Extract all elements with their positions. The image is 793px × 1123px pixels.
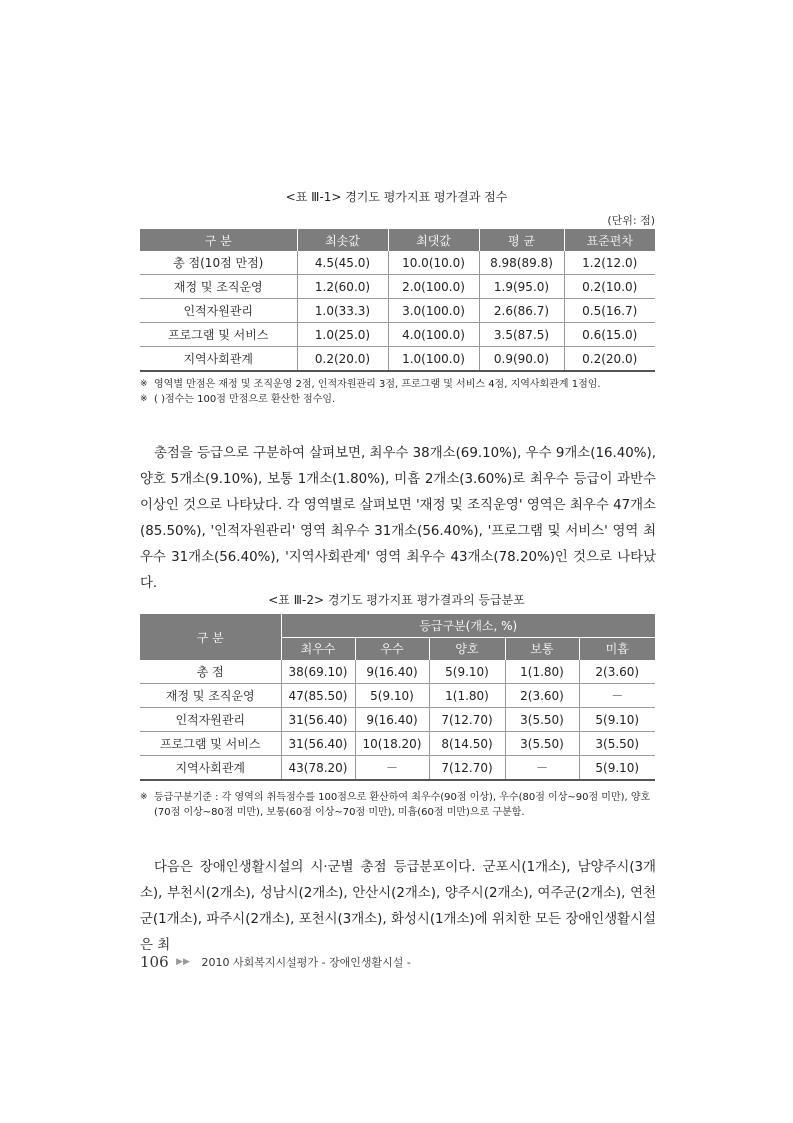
table-row [140, 684, 655, 708]
table-cell: 9(16.40) [355, 708, 429, 732]
table2-header: 양호 [429, 637, 505, 660]
table-cell: 0.2(10.0) [564, 275, 655, 299]
table-cell: 지역사회관계 [140, 756, 281, 781]
table2-row-header: 구 분 [140, 614, 281, 660]
table-cell: 5(9.10) [429, 660, 505, 684]
note-mark-icon: ※ [140, 379, 148, 389]
table-cell: 31(56.40) [281, 708, 355, 732]
table-cell: 10(18.20) [355, 732, 429, 756]
table-cell: 1(1.80) [429, 684, 505, 708]
table1-notes [140, 377, 660, 407]
table-cell: 총 점 [140, 660, 281, 684]
table-row [140, 756, 655, 781]
table-cell: 인적자원관리 [140, 299, 297, 323]
table-cell: 프로그램 및 서비스 [140, 732, 281, 756]
table-cell: 0.2(20.0) [564, 347, 655, 372]
body-paragraph: 다음은 장애인생활시설의 시·군별 총점 등급분포이다. 군포시(1개소), 남양주시(3개소), 부천시(2개소), 성남시(2개소), 안산시(2개소), 양주시(2개소), 여주군(2개소), 연천군(1개소), 파주시(2개소), 포천시(3개소), 화성시(1개소)에 위치한 모든 장애인생활시설은 최 [140, 860, 656, 953]
table-cell: 5(9.10) [579, 708, 655, 732]
note-mark-icon: ※ [140, 394, 148, 404]
table1-header: 표준편차 [564, 229, 655, 251]
table-cell: 43(78.20) [281, 756, 355, 781]
table2 [140, 614, 655, 781]
table-cell: 7(12.70) [429, 756, 505, 781]
table-cell: 5(9.10) [579, 756, 655, 781]
table-cell: 38(69.10) [281, 660, 355, 684]
table-cell: 재정 및 조직운영 [140, 684, 281, 708]
table-cell: 3.5(87.5) [479, 323, 564, 347]
table-cell: 3(5.50) [579, 732, 655, 756]
table-cell: 31(56.40) [281, 732, 355, 756]
table1 [140, 229, 655, 372]
table-cell: 3(5.50) [505, 732, 579, 756]
table2-note-text: 등급구분기준 : 각 영역의 취득점수를 100점으로 환산하여 최우수(90점 이상), 우수(80점 이상~90점 미만), 양호(70점 이상~80점 미만), 보통(60점 이상~70점 미만), 미흡(60점 미만)으로 구분함. [154, 792, 651, 818]
table-cell: 지역사회관계 [140, 347, 297, 372]
table1-header-row [140, 229, 655, 251]
table-row [140, 708, 655, 732]
table-cell: 재정 및 조직운영 [140, 275, 297, 299]
table2-caption: <표 Ⅲ-2> 경기도 평가지표 평가결과의 등급분포 [268, 593, 525, 607]
table2-group-header: 등급구분(개소, %) [281, 614, 655, 637]
running-title: 2010 사회복지시설평가 - 장애인생활시설 - [201, 956, 411, 969]
table-cell: 0.6(15.0) [564, 323, 655, 347]
page-footer [140, 953, 411, 971]
table-cell: － [579, 684, 655, 708]
table-cell: 3(5.50) [505, 708, 579, 732]
body-paragraph: 총점을 등급으로 구분하여 살펴보면, 최우수 38개소(69.10%), 우수 9개소(16.40%), 양호 5개소(9.10%), 보통 1개소(1.80%), 미흡 2개소(3.60%)로 최우수 등급이 과반수 이상인 것으로 나타났다. 각 영역별로 살펴보면 '재정 및 조직운영' 영역은 최우수 47개소(85.50%), '인적자원관리' 영역 최우수 31개소(56.40%), '프로그램 및 서비스' 영역 최우수 31개소(56.40%), '지역사회관계' 영역 최우수 43개소(78.20%)인 것으로 나타났다. [140, 446, 656, 591]
table-row [140, 251, 655, 275]
table-cell: 8(14.50) [429, 732, 505, 756]
table-row [140, 323, 655, 347]
table-cell: 1.0(25.0) [297, 323, 388, 347]
table1-header: 최댓값 [388, 229, 479, 251]
table-cell: 2.6(86.7) [479, 299, 564, 323]
table2-notes [140, 790, 660, 820]
table2-header: 보통 [505, 637, 579, 660]
table-row [140, 660, 655, 684]
table1-unit: (단위: 점) [607, 214, 655, 227]
table-cell: 8.98(89.8) [479, 251, 564, 275]
table2-header-row [140, 614, 655, 637]
table2-header: 우수 [355, 637, 429, 660]
table-cell: 1.0(100.0) [388, 347, 479, 372]
table-cell: 47(85.50) [281, 684, 355, 708]
table2-note [140, 790, 660, 820]
table-cell: 10.0(10.0) [388, 251, 479, 275]
table-cell: 2(3.60) [505, 684, 579, 708]
table1-note-text: ( )점수는 100점 만점으로 환산한 점수임. [154, 394, 336, 405]
table-cell: 1.9(95.0) [479, 275, 564, 299]
table-cell: － [505, 756, 579, 781]
table-cell: 3.0(100.0) [388, 299, 479, 323]
table-cell: 1.2(12.0) [564, 251, 655, 275]
table-cell: 7(12.70) [429, 708, 505, 732]
table-cell: － [355, 756, 429, 781]
table-cell: 총 점(10점 만점) [140, 251, 297, 275]
double-arrow-icon: ▶▶ [176, 957, 190, 967]
table1-header: 구 분 [140, 229, 297, 251]
table-cell: 인적자원관리 [140, 708, 281, 732]
table-cell: 5(9.10) [355, 684, 429, 708]
table-cell: 1.2(60.0) [297, 275, 388, 299]
table-cell: 0.9(90.0) [479, 347, 564, 372]
table-cell: 4.0(100.0) [388, 323, 479, 347]
table2-header: 최우수 [281, 637, 355, 660]
table1-header: 최솟값 [297, 229, 388, 251]
table2-header: 미흡 [579, 637, 655, 660]
table-row [140, 299, 655, 323]
table-cell: 1.0(33.3) [297, 299, 388, 323]
table-row [140, 347, 655, 372]
table-cell: 1(1.80) [505, 660, 579, 684]
table1-note [140, 377, 660, 392]
table-cell: 9(16.40) [355, 660, 429, 684]
table-cell: 2.0(100.0) [388, 275, 479, 299]
table-cell: 2(3.60) [579, 660, 655, 684]
table1-note [140, 392, 660, 407]
note-mark-icon: ※ [140, 792, 148, 802]
table-cell: 0.2(20.0) [297, 347, 388, 372]
table-cell: 프로그램 및 서비스 [140, 323, 297, 347]
table-cell: 0.5(16.7) [564, 299, 655, 323]
table-row [140, 732, 655, 756]
table-cell: 4.5(45.0) [297, 251, 388, 275]
page-number: 106 [140, 953, 169, 971]
table1-note-text: 영역별 만점은 재정 및 조직운영 2점, 인적자원관리 3점, 프로그램 및 서비스 4점, 지역사회관계 1점임. [154, 379, 601, 390]
table1-header: 평 균 [479, 229, 564, 251]
table-row [140, 275, 655, 299]
table1-caption: <표 Ⅲ-1> 경기도 평가지표 평가결과 점수 [285, 190, 508, 204]
